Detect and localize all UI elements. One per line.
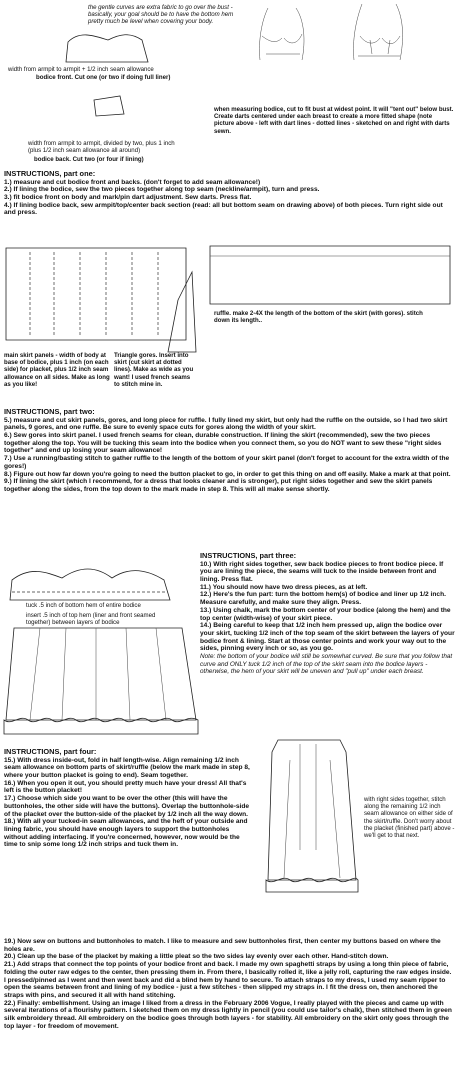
step-17: 17.) Choose which side you want to be over the other (this will have the buttonholes, the other side will have the buttons). Overlap the buttonhole-side of the placket over the button-side of the placket by 1/2 inch all the way down. bbox=[4, 795, 250, 818]
step-19: 19.) Now sew on buttons and buttonholes to match. I like to measure and sew buttonholes first, then center my buttons based on where the holes are. bbox=[4, 938, 441, 953]
step-5: 5.) measure and cut skirt panels, gores, and long piece for ruffle. I fully lined my skirt, but only had the ruffle on the outside, so I had two skirt panels, 9 gores, and one ruffle. Be sure to evenly space cuts for gores along the width of your skirt. bbox=[4, 416, 448, 432]
note-ruffle: ruffle. make 2-4X the length of the bottom of the skirt (with gores). stitch down its length.. bbox=[214, 310, 423, 325]
step-14: 14.) Being careful to keep that 1/2 inch hem pressed up, align the bodice over your skirt, tucking 1/2 inch of the top seam of the skirt between the layers of your bodice front & lining. Start at those center points and work your way out to the sides, pinning every inch or so, as you go. bbox=[200, 622, 455, 653]
step-1: 1.) measure and cut bodice front and backs. (don't forget to add seam allowance!) bbox=[4, 178, 261, 186]
step-3: 3.) fit bodice front on body and mark/pin dart adjustment. Sew darts. Press flat. bbox=[4, 194, 252, 201]
part-three-note: Note: the bottom of your bodice will still be somewhat curved. Be sure that you follow that curve and ONLY tuck 1/2 inch of the top of the skirt seam into the bodice layers - otherwise, the hem of your skirt will be uneven and "pull up" under each breast. bbox=[200, 653, 453, 676]
step-13: 13.) Using chalk, mark the bottom center of your bodice (along the hem) and the top center (width-wise) of your skirt piece. bbox=[200, 606, 451, 622]
step-21: 21.) Add straps that connect the top points of your bodice front and back. I made my own spaghetti straps by using a long thin piece of fabric, folding the outer raw edges to the center, then pressing them in. From there, I basically rolled it, like a jelly roll, capturing the raw edges inside. I pressed/pinned as I went and then went back and did a blind hem by hand to secure. To attach straps to my dress, I used my seam ripper to open the seams between front and lining of my bodice - just a few stitches - then slipped my straps in. I fit the dress on, then anchored the straps with pins, and secured it all with hand stitching. bbox=[4, 961, 452, 999]
note-bodice-back-cut: bodice back. Cut two (or four if lining) bbox=[34, 156, 144, 163]
step-9: 9.) If lining the skirt (which I recommend, for a dress that looks cleaner and is stronger), put right sides together and sew the skirt panels together along the sides, from the top down to the mark made in step 8. This will all make sense shortly. bbox=[4, 478, 433, 493]
step-11: 11.) You should now have two dress pieces, as at left. bbox=[200, 583, 368, 591]
step-6: 6.) Sew gores into skirt panel. I used french seams for clean, durable construction. If lining the skirt (recommended), sew the two pieces together along the top. You will be tucking this seam into the bodice when you connect them, so you do NOT want to sew these "right sides together" and end up losing your seam allowance! bbox=[4, 432, 442, 455]
note-curves: the gentle curves are extra fabric to go over the bust - basically, your goal should be to have the bottom hem pretty much be level when covering your body. bbox=[88, 4, 234, 26]
part-two bbox=[4, 408, 454, 494]
step-15: 15.) With dress inside-out, fold in half length-wise. Align remaining 1/2 inch seam allowance on bottom parts of skirt/ruffle (below the mark made in step 8, where your button placket is going to end). Seam together. bbox=[4, 756, 250, 779]
note-bodice-back: width from armpit to armpit, divided by two, plus 1 inch (plus 1/2 inch seam allowance all around) bbox=[28, 140, 175, 155]
part-one bbox=[4, 170, 454, 217]
step-12: 12.) Here's the fun part: turn the bottom hem(s) of bodice and liner up 1/2 inch. Measure carefully, and make sure they align. Press. bbox=[200, 591, 446, 607]
step-2: 2.) If lining the bodice, sew the two pieces together along top seam (neckline/armpit), turn and press. bbox=[4, 186, 320, 194]
note-bodice-front-cut: bodice front. Cut one (or two if doing full liner) bbox=[36, 74, 171, 81]
part-three bbox=[200, 552, 455, 676]
note-main-panels: main skirt panels - width of body at base of bodice, plus 1 inch (on each side) for placket, plus 1/2 inch seam allowance on all sides. Make as long as you like! bbox=[4, 352, 110, 388]
part-one-heading: INSTRUCTIONS, part one: bbox=[4, 169, 96, 178]
part-four-continued bbox=[4, 938, 454, 1030]
step-7: 7.) Use a running/basting stitch to gather ruffle to the length of the bottom of your skirt panel (don't forget to account for the extra width of the gores!) bbox=[4, 455, 450, 470]
note-insert-layers: insert .5 inch of top hem (liner and front seamed together) between layers of bodice bbox=[26, 612, 156, 627]
step-4: 4.) If lining bodice back, sew armpit/top/center back section (read: all but bottom seam on drawing above) of both pieces. Turn right side out and press. bbox=[4, 201, 443, 217]
note-bodice-front: width from armpit to armpit + 1/2 inch seam allowance bbox=[8, 66, 154, 73]
part-three-heading: INSTRUCTIONS, part three: bbox=[200, 551, 297, 560]
step-18: 18.) With all your tucked-in seam allowances, and the heft of your outside and lining fabric, you should have enough layers to support the buttonholes without adding interfacing. If you're concerned, however, now would be the time to snip some long 1/2 inch strips and tuck them in. bbox=[4, 818, 248, 849]
note-gores: Triangle gores. Insert into skirt (cut skirt at dotted lines). Make as wide as you want! I used french seams to stitch mine in. bbox=[114, 352, 194, 388]
step-10: 10.) With right sides together, sew back bodice pieces to front bodice piece. If you are lining the piece, the seams will tuck to the inside between front and lining. Press flat. bbox=[200, 560, 444, 583]
step-16: 16.) When you open it out, you should pretty much have your dress! All that's left is the button placket! bbox=[4, 779, 247, 795]
step-20: 20.) Clean up the base of the placket by making a little pleat so the two sides lay evenly over each other. Hand-stitch down. bbox=[4, 953, 389, 961]
part-four-heading: INSTRUCTIONS, part four: bbox=[4, 747, 97, 756]
part-two-heading: INSTRUCTIONS, part two: bbox=[4, 407, 95, 416]
note-tuck-bodice: tuck .5 inch of bottom hem of entire bodice bbox=[26, 602, 141, 609]
step-8: 8.) Figure out how far down you're going to need the button placket to go, in order to get this thing on and off easily. Make a mark at that point. bbox=[4, 470, 451, 478]
note-measuring-tip: when measuring bodice, cut to fit bust at widest point. It will "tent out" below bust. Create darts centered under each breast to create a more fitted shape (note picture above - left with dart lines - dotted lines - sketched on and right with darts sewn. bbox=[214, 106, 454, 135]
note-right-sides: with right sides together, stitch along the remaining 1/2 inch seam allowance on either side of the skirt/ruffle. Don't worry about the placket (finished part) above - we'll get to that next. bbox=[364, 796, 455, 840]
part-four bbox=[4, 748, 254, 849]
step-22: 22.) Finally: embellishment. Using an image I liked from a dress in the February 2006 Vogue, I really played with the pieces and came up with several iterations of a flourishy pattern. I sketched them on my dress lightly in pencil (you could use tailor's chalk), then stitched them in green silk embroidery thread. All embroidery on the bodice goes through both layers - for stability. All embroidery on the skirt only goes through the top layer - for freedom of movement. bbox=[4, 999, 452, 1030]
